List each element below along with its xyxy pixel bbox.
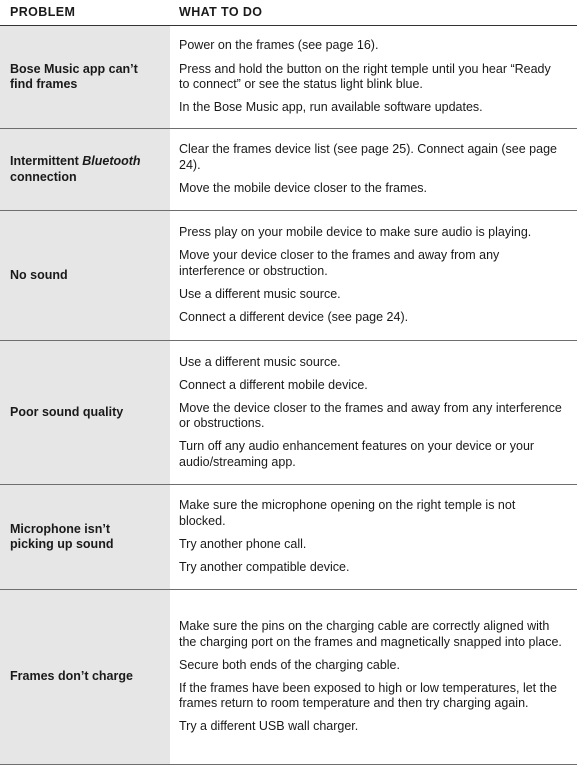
solution-step: Connect a different device (see page 24). [179, 310, 409, 325]
solution-step: In the Bose Music app, run available software updates. [179, 100, 483, 115]
solution-step: Press and hold the button on the right temple until you hear “Ready to connect” or see the status light blink blue. [179, 61, 551, 91]
solution-step: Use a different music source. [179, 354, 341, 369]
solution-step: Try another compatible device. [179, 560, 350, 575]
problem-text [0, 154, 165, 185]
table-row [0, 129, 577, 211]
table-row [0, 485, 577, 590]
solution-cell [170, 590, 577, 764]
table-row [0, 211, 577, 341]
header-problem: PROBLEM [10, 5, 76, 19]
solution-cell [170, 341, 577, 484]
table-row [0, 341, 577, 485]
solution-step: Use a different music source. [179, 287, 341, 302]
problem-cell [0, 590, 170, 764]
problem-cell [0, 129, 170, 210]
problem-cell [0, 211, 170, 340]
problem-text: Frames don’t charge [10, 669, 133, 684]
solution-step: Move your device closer to the frames and away from any interference or obstruction. [179, 248, 500, 278]
solution-step: Try a different USB wall charger. [179, 719, 359, 734]
solution-step: Press play on your mobile device to make sure audio is playing. [179, 225, 532, 240]
solution-step: Power on the frames (see page 16). [179, 38, 379, 53]
solution-step: If the frames have been exposed to high or low temperatures, let the frames return to room temperature and then try charging again. [179, 680, 557, 711]
problem-text: No sound [10, 267, 68, 282]
solution-step: Make sure the pins on the charging cable are correctly aligned with the charging port on the frames and magnetically snapped into place. [179, 619, 562, 649]
problem-cell [0, 26, 170, 128]
problem-text-prefix: Intermittent [10, 154, 83, 168]
solution-step: Secure both ends of the charging cable. [179, 657, 400, 672]
problem-text: Poor sound quality [10, 404, 124, 419]
table-row [0, 590, 577, 765]
solution-step: Clear the frames device list (see page 25). Connect again (see page 24). [179, 142, 557, 172]
solution-cell [170, 129, 577, 210]
solution-step: Move the device closer to the frames and away from any interference or obstructions. [179, 400, 562, 431]
solution-step: Try another phone call. [179, 537, 307, 551]
problem-cell [0, 341, 170, 484]
solution-step: Connect a different mobile device. [179, 377, 368, 392]
problem-cell [0, 485, 170, 589]
problem-text-suffix: connection [10, 169, 77, 184]
solution-cell [170, 485, 577, 589]
problem-text: Bose Music app can’t find frames [10, 61, 138, 91]
solution-step: Turn off any audio enhancement features on your device or your audio/streaming app. [179, 439, 535, 469]
header-what-to-do: WHAT TO DO [179, 5, 263, 19]
solution-step: Move the mobile device closer to the frames. [179, 181, 428, 196]
problem-text-bluetooth: Bluetooth [82, 154, 141, 168]
table-header [0, 0, 577, 26]
problem-text: Microphone isn’t picking up sound [10, 521, 114, 551]
solution-step: Make sure the microphone opening on the right temple is not blocked. [179, 498, 516, 528]
solution-cell [170, 26, 577, 128]
table-row [0, 26, 577, 129]
solution-cell [170, 211, 577, 340]
